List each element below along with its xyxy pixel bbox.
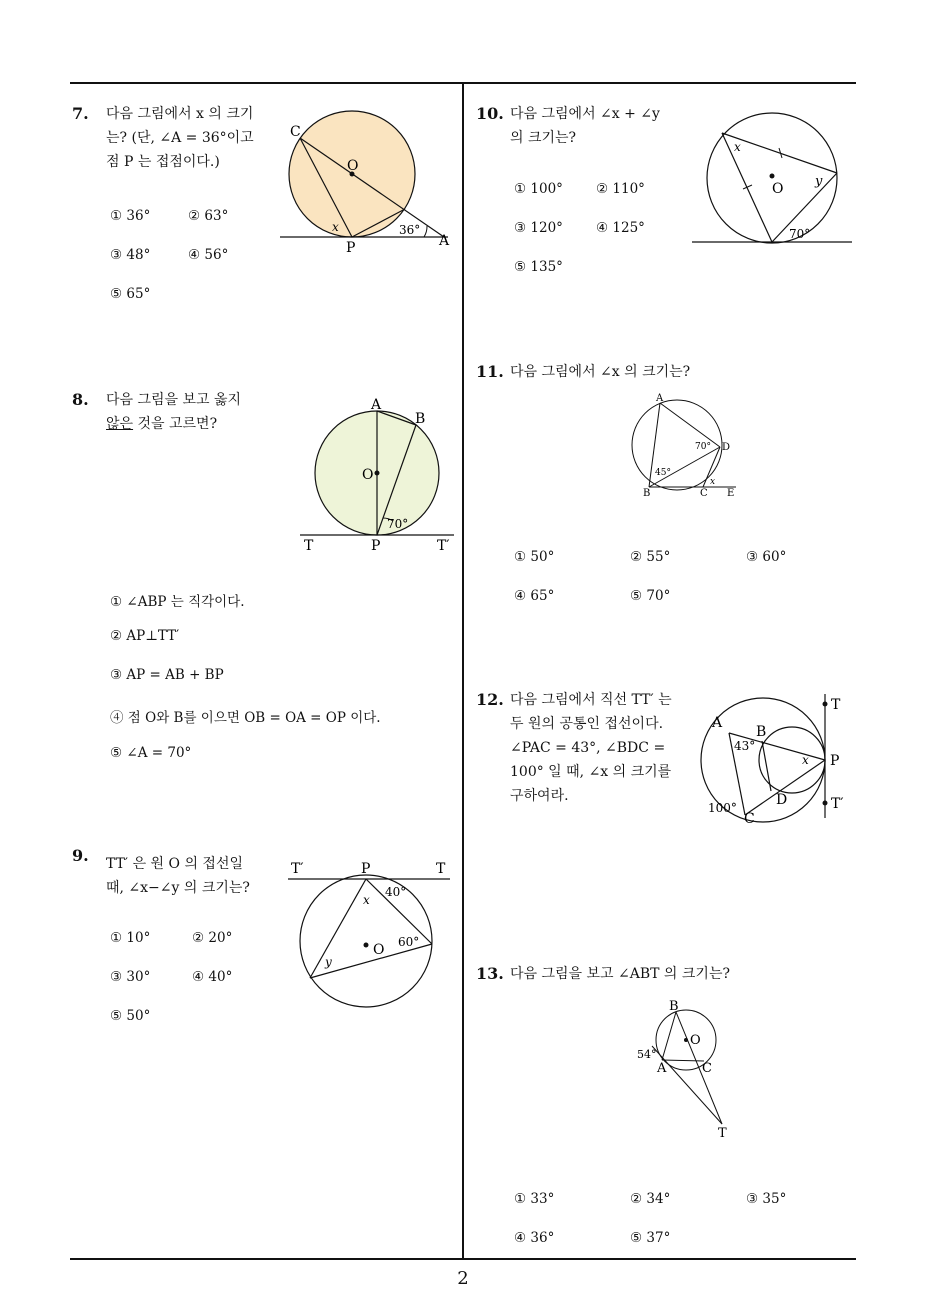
q13-line-ac	[662, 1060, 704, 1061]
q12-label-b: B	[756, 724, 767, 740]
q13-option-2[interactable]: ② 34°	[630, 1191, 671, 1207]
q11-label-a: A	[656, 393, 664, 404]
q9-label-t-prime: T′	[291, 861, 304, 877]
q9-option-2[interactable]: ② 20°	[192, 930, 233, 946]
q11-option-4[interactable]: ④ 65°	[514, 588, 555, 604]
q10-text: 다음 그림에서 ∠x + ∠y 의 크기는?	[510, 106, 660, 146]
page-number: 2	[457, 1268, 469, 1289]
q11-option-2[interactable]: ② 55°	[630, 549, 671, 565]
q9-option-1[interactable]: ① 10°	[110, 930, 151, 946]
q10-option-4[interactable]: ④ 125°	[596, 220, 645, 236]
q13-label-o: O	[690, 1033, 701, 1048]
q12-number: 12.	[476, 690, 504, 709]
q10-option-3[interactable]: ③ 120°	[514, 220, 563, 236]
q11-label-c: C	[700, 488, 708, 499]
q12-text: 다음 그림에서 직선 TT′ 는 두 원의 공통인 접선이다. ∠PAC = 43°, ∠BDC = 100° 일 때, ∠x 의 크기를 구하여라.	[510, 692, 672, 804]
q13-label-c: C	[702, 1061, 712, 1076]
q7-label-p: P	[346, 240, 356, 256]
q9-option-3[interactable]: ③ 30°	[110, 969, 151, 985]
q7-option-1[interactable]: ① 36°	[110, 208, 151, 224]
q13-label-t: T	[718, 1126, 727, 1141]
q7-label-x: x	[332, 220, 339, 234]
q13-label-b: B	[669, 999, 679, 1014]
q8-label-t: T	[304, 538, 314, 554]
q10-label-o: O	[772, 181, 784, 197]
q9-number: 9.	[72, 846, 89, 865]
q8-label-t-prime: T′	[437, 538, 450, 554]
q13-option-1[interactable]: ① 33°	[514, 1191, 555, 1207]
q9-text: TT′ 은 원 O 의 접선일 때, ∠x−∠y 의 크기는?	[106, 856, 250, 896]
q8-label-70: 70°	[387, 517, 409, 531]
q8-label-b: B	[415, 411, 426, 427]
q10-option-2[interactable]: ② 110°	[596, 181, 645, 197]
q13-option-5[interactable]: ⑤ 37°	[630, 1230, 671, 1246]
q9-label-o: O	[373, 942, 385, 958]
q11-option-1[interactable]: ① 50°	[514, 549, 555, 565]
q11-number: 11.	[476, 362, 504, 381]
q7-option-4[interactable]: ④ 56°	[188, 247, 229, 263]
q8-option-1[interactable]: ① ∠ABP 는 직각이다.	[110, 594, 245, 610]
q11-label-45: 45°	[655, 468, 671, 478]
q10-label-x: x	[734, 140, 741, 154]
q9-label-y: y	[325, 955, 332, 969]
q7-label-c: C	[290, 124, 301, 140]
q10-label-y: y	[815, 174, 823, 189]
q9-label-x: x	[363, 893, 370, 907]
q9-label-p: P	[361, 861, 371, 877]
q8-label-a: A	[371, 397, 382, 413]
q11-label-e: E	[727, 488, 735, 499]
q12-label-100: 100°	[708, 801, 737, 815]
q7-option-3[interactable]: ③ 48°	[110, 247, 151, 263]
q13-tangent-at	[652, 1046, 722, 1124]
q7-text: 다음 그림에서 x 의 크기 는? (단, ∠A = 36°이고 점 P 는 접점이다.)	[106, 106, 254, 170]
q12-label-t-prime: T′	[831, 796, 844, 812]
q13-option-3[interactable]: ③ 35°	[746, 1191, 787, 1207]
q11-label-x: x	[710, 477, 716, 487]
q13-option-4[interactable]: ④ 36°	[514, 1230, 555, 1246]
q12-label-t: T	[831, 697, 841, 713]
q10-option-1[interactable]: ① 100°	[514, 181, 563, 197]
q7-label-o: O	[347, 158, 359, 174]
q8-text: 다음 그림을 보고 옳지 않은 것을 고르면?	[106, 392, 242, 432]
q8-option-4[interactable]: ④ 점 O와 B를 이으면 OB = OA = OP 이다.	[110, 710, 381, 726]
q9-label-60: 60°	[398, 935, 420, 949]
q10-option-5[interactable]: ⑤ 135°	[514, 259, 563, 275]
q7-label-a: A	[439, 233, 450, 249]
q11-label-b: B	[643, 488, 651, 499]
q8-option-2[interactable]: ② AP⊥TT′	[110, 628, 180, 644]
q7-option-5[interactable]: ⑤ 65°	[110, 286, 151, 302]
q10-label-70: 70°	[789, 227, 811, 241]
q13-line-bt	[676, 1012, 722, 1124]
q8-label-p: P	[371, 538, 381, 554]
q10-number: 10.	[476, 104, 504, 123]
q9-label-40: 40°	[385, 885, 407, 899]
q12-label-p: P	[830, 753, 840, 769]
q11-option-3[interactable]: ③ 60°	[746, 549, 787, 565]
q13-center-dot	[684, 1038, 688, 1042]
q7-option-2[interactable]: ② 63°	[188, 208, 229, 224]
q9-option-5[interactable]: ⑤ 50°	[110, 1008, 151, 1024]
q7-number: 7.	[72, 104, 89, 123]
q11-label-d: D	[722, 442, 731, 453]
q8-option-5[interactable]: ⑤ ∠A = 70°	[110, 745, 192, 761]
q12-label-43: 43°	[734, 739, 756, 753]
q9-option-4[interactable]: ④ 40°	[192, 969, 233, 985]
q13-text: 다음 그림을 보고 ∠ABT 의 크기는?	[510, 966, 730, 982]
q13-label-a: A	[657, 1061, 667, 1076]
q12-label-a: A	[712, 715, 723, 731]
q11-option-5[interactable]: ⑤ 70°	[630, 588, 671, 604]
q12-label-d: D	[776, 792, 788, 808]
q8-number: 8.	[72, 390, 89, 409]
q7-label-36: 36°	[399, 223, 421, 237]
q13-label-54: 54°	[637, 1048, 657, 1061]
q11-label-70: 70°	[695, 442, 711, 452]
q8-option-3[interactable]: ③ AP = AB + BP	[110, 667, 224, 683]
q13-number: 13.	[476, 964, 504, 983]
q12-label-x: x	[802, 753, 809, 767]
q11-text: 다음 그림에서 ∠x 의 크기는?	[510, 364, 691, 380]
q8-label-o: O	[362, 467, 374, 483]
q8-underlined-word: 않은	[106, 416, 134, 432]
q12-label-c: C	[744, 811, 755, 827]
q9-label-t: T	[436, 861, 446, 877]
